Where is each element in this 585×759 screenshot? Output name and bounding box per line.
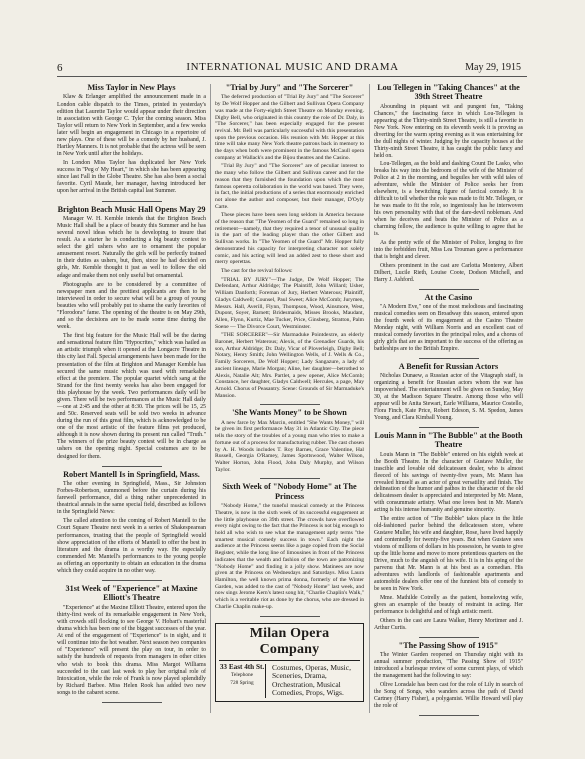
article bbox=[374, 641, 523, 716]
ad-address-block bbox=[219, 664, 266, 699]
article-paragraph: Others prominent in the cast are Carlotta Monterey, Albert Dilbert, Lucile Rieth, Louise Coote, Dodson Mitchell, and Harry J. Ashford. bbox=[374, 262, 523, 283]
article-paragraph: The called attention to the coming of Robert Mantell to the Court Square Theatre next week in a series of Shakespearean performances, trusting that the people of Springfield would show appreciation of the efforts of Mantell to offer the best in literature and the drama in a worthy way. He especially commended Mr. Mantell's performances to the young people as offering an opportunity to obtain an education in the drama which they could acquire in no other way. bbox=[57, 518, 206, 574]
article-paragraph: "Experience" at the Maxine Elliott Theatre, entered upon the thirty-first week of its remarkable engagement in New York, with crowds still flocking to see George V. Hobart's masterful drama which has been one of the biggest successes of the year. At end of the engagement of "Experience" is in sight, and it will continue into the hot weather. Next season two companies of "Experience" will present the play on tour, in order to satisfy the hundreds of requests from managers in other cities who wish to book this drama. Miss Margot Williams succeeded to the cast last week to play her original role of Intoxication, while the role of Frank is now played splendidly by Richard Barbee. Miss Helen Rook has added two new songs to the cabaret scene. bbox=[57, 604, 206, 696]
article bbox=[57, 83, 206, 202]
article bbox=[57, 584, 206, 703]
article-separator bbox=[419, 715, 479, 716]
ad-phone: 728 Spring bbox=[230, 679, 254, 686]
article-headline: A Benefit for Russian Actors bbox=[398, 361, 499, 371]
column-divider bbox=[210, 84, 211, 713]
article-headline: Robert Mantell Is in Springfield, Mass. bbox=[63, 469, 200, 479]
article-headline: At the Casino bbox=[424, 292, 473, 302]
article-paragraph: A new farce by Max Marcin, entitled "She Wants Money," will be given its first performance May 31 in Atlantic City. The piece tells the story of the troubles of a young man who tries to make a fortune out of a process for manufacturing rubber. The cast chosen by A. H. Woods includes T. Roy Barnes, Grace Valentine, Hal Russell, Georgia O'Ramey, James Spottswood, Walter Wilson, Walter Horton, John Flood, John Daly Murphy, and Wilson Taylor. bbox=[215, 419, 364, 473]
article bbox=[374, 293, 523, 359]
article-paragraph: Mme. Mathilde Cotrelly as the patient, homeloving wife, gives an example of the beauty of restraint in acting. Her performance is delightful and of high artistic merit. bbox=[374, 594, 523, 615]
masthead-title: INTERNATIONAL MUSIC AND DRAMA bbox=[186, 61, 399, 73]
article-separator bbox=[260, 616, 320, 617]
article-separator bbox=[260, 404, 320, 405]
article bbox=[215, 83, 364, 405]
page-number: 6 bbox=[57, 62, 63, 74]
article-headline: 31st Week of "Experience" at Maxine Elliott's Theatre bbox=[65, 584, 198, 603]
article-paragraph: The entire action of "The Bubble" takes place in the little old-fashioned parlor behind the delicatessen store, where Gustave Muller, his wife and daughter, Rose, have lived happily and contentedly for twenty-five years. But when Gustave sees visions of millions of dollars in his possession, he wants to give up the little home and move to more pretentious quarters on the Drive, much to the anguish of his wife. It is in his aping of the parvenu that Mr. Mann is at his best as a comedian. His adventures with landlords of fashionable apartments and automobile dealers offer one of the funniest bits of comedy to be seen in New York. bbox=[374, 516, 523, 592]
ad-body bbox=[219, 660, 360, 699]
article-paragraph: In London Miss Taylor has duplicated her New York success in "Peg o' My Heart," in which she has been appearing since last Fall in the Globe Theatre. She has also been a social favorite. Cyril Maude, her manager, having introduced her upon her arrival in the British capital last Summer. bbox=[57, 160, 206, 195]
article bbox=[57, 205, 206, 467]
article-paragraph: Klaw & Erlanger amplified the announcement made in a London cable dispatch to the Times, printed in yesterday's edition that Laurette Taylor would appear under their direction in association with George C. Tyler the coming season. Miss Taylor will return to New York in September, and a few weeks later will begin an engagement in Chicago in a repertoire of new plays. One of these will be a comedy by her husband, J. Hartley Manners. It is not probable that the actress will be seen in New York until after the holidays. bbox=[57, 94, 206, 158]
article-paragraph: "Nobody Home," the tuneful musical comedy at the Princess Theatre, is now in the sixth week of its successful engagement at the little playhouse on 39th street. The crowds have overflowed every night owing to the fact that the Princess is not big enough to hold all who wish to see what the management aptly terms "the smartest musical comedy success in town." Each night the audience at the Princess seems like a page copied from the Social Register, while the long line of limousines in front of the Princess indicates that the wealth and fashion of the town are patronizing "Nobody Home" and finding it a jolly show. Matinees are now given at the Princess on Wednesdays and Saturdays. Miss Laura Hamilton, the well known prima donna, formerly of the Winter Garden, was added to the cast of "Nobody Home" last week, and now sings Jerome Kern's latest song hit, "Charlie Chaplin's Walk," which is a veritable riot as done by the chorus, who are dressed in Charlie Chaplin make-up. bbox=[215, 503, 364, 610]
article-paragraph: "TRIAL BY JURY"—The Judge, De Wolf Hopper; The Defendant, Arthur Aldridge; The Plaintiff, John Willard; Usher, William Danforth; Foreman of Jury, Herbert Waterous; Plaintiff, Gladys Caldwell; Counsel, Paul Sweet; Alice McComb; Jurymen, Messrs. Hall, Averill, Flynn, Thompson, Wood, Ainsmore, West, Dupont, Soyer, Barnett; Bridesmaids, Misses Brooks, Maudant, Allen, Flynn, Kurtiz, Mae Tucker, Price, Ginsberg, Stratton, Palm Soene — The Divorce Court, Westminster. bbox=[215, 276, 364, 330]
ad-title: Milan Opera Company bbox=[249, 625, 330, 657]
article-paragraph: Photographs are to be considered by a committee of newspaper men and the prettiest applicants are then to be interviewed in order to secure what will be a group of young beauties who will probably put to shame the early favorites of "Florodora" fame. The opening of the theatre is on May 29th, and so the decisions are to be made some time during the week. bbox=[57, 281, 206, 331]
article-paragraph: Nicholas Dunaew, a Russian actor of the Vitagraph staff, is organizing a benefit for Russian actors whom the war has impoverished. The entertainment will be given on Sunday, May 30, at the Madison Square Theatre. Among those who will appear will be Anita Stewart, Earle Williams, Maurice Costello, Flora Finch, Kate Price, Robert Edeson, S. M. Spedon, James Young, and Clara Kimball Young. bbox=[374, 373, 523, 421]
ad-phone-label: Telephone bbox=[231, 672, 253, 679]
article-headline: Lou Tellegen in "Taking Chances" at the 39th Street Theatre bbox=[377, 83, 520, 102]
article-headline: Miss Taylor in New Plays bbox=[87, 83, 176, 92]
article-paragraph: Others in the cast are Laura Walker, Henry Mortimer and J. Arthur Curtis. bbox=[374, 617, 523, 631]
article-paragraph: The other evening in Springfield, Mass., Sir Johnston Forbes-Robertson, summoned before the curtain during his farewell performance, did a thing rather unprecedented in theatrical annals in the same special field, described as follows in the Springfield News: bbox=[57, 481, 206, 516]
article bbox=[57, 470, 206, 581]
article-paragraph: The first big feature for the Music Hall will be the daring and sensational feature film "Hypocrites," which was hailed as an artistic triumph when it opened at the Longacre Theatre in this city last Fall. Special arrangements have been made for the presentation of the film at Brighton and Manager Kemble has secured the same music which was used with remarkable effect at the premiere. The popular quartet which sang at the Strand for the first twenty weeks has also been engaged for this playhouse by the week. Two performances daily will be given. There will be two performances at the Music Hall daily—one at 2:45 and the other at 8:30. The prices will be 15, 25 and 50c. Reserved seats will be sold two weeks in advance during the run of this great film, which is acknowledged to be one of the most artistic of the feature films yet produced, although it is now shown during its present run called "Truth." The winners of the prize beauty contest will be in charge as ushers on the opening night. Special costumes are to be designed for them. bbox=[57, 333, 207, 460]
column-3 bbox=[374, 80, 523, 716]
article-separator bbox=[260, 478, 320, 479]
article bbox=[374, 83, 523, 290]
article-paragraph: "Trial By Jury" and "The Sorcerer" are of peculiar interest to the many who follow the Gilbert and Sullivan career and for the reason that they furnished the foundation upon which the most famous operetta collaboration in the world was based. They were, in fact, the initial productions of a series that enormously enriched not alone the author and composer, but their manager, D'Oyly Carte. bbox=[215, 163, 364, 210]
column-divider bbox=[369, 84, 370, 713]
article-paragraph: The cast for the revival follows: bbox=[221, 268, 293, 274]
article-separator bbox=[419, 427, 479, 428]
article-paragraph: Lou-Tellegen, as the bold and dashing Count De Lasko, who breaks his way into the bedroom of the wife of the Minister of Police at 2 in the morning, and beguiles her with wild tales of adventure, while the Minister of Police seeks her from elsewhere, is a bewitching figure of farcical comedy. It is difficult to tell whether the role was made to fit Mr. Tellegen, or he was made to fit the role, so ingeniously has he interwoven his own personality with that of the dare-devil nobleman. And when he deceives and beats the Minister of Police as a charming fellow, the audience is quite willing to agree that he is. bbox=[374, 161, 523, 237]
article-headline: 'She Wants Money" to be Shown bbox=[232, 408, 347, 418]
article-separator bbox=[419, 289, 479, 290]
article-paragraph: Olive Lonsdale has been cast for the role of Lily in search of the Song of Songs, who wanders across the path of David Cartney (Harry Fisher), a polygamist. Willie Howard will play the role of bbox=[374, 681, 523, 709]
article bbox=[374, 362, 523, 428]
article-paragraph: The Winter Garden reopened on Thursday night with its annual summer production, "The Passing Show of 1915" introduced a burlesque review of some current plays, of which the management had the following to say: bbox=[374, 651, 523, 679]
article-headline: Louis Mann in "The Bubble" at the Booth Theatre bbox=[374, 430, 523, 450]
article-paragraph: Manager W. H. Kemble intends that the Brighton Beach Music Hall shall be a place of beauty this Summer and he has several novel ideas which he is developing to insure that result. As a starter he is conducting a big beauty contest to select the girl ushers who are to ornament the popular amusement resort. Naturally the girls will be perfectly trained in their duties as ushers, but, then, since he had decided on girls, Mr. Kemble thought it just as well to follow the old adage and make them not only useful but ornamental. bbox=[57, 215, 206, 279]
article-headline: "Trial by Jury" and "The Sorcerer" bbox=[225, 83, 354, 92]
column-2 bbox=[215, 80, 364, 702]
ad-street: 33 East 4th St. bbox=[219, 662, 265, 671]
article-separator bbox=[419, 358, 479, 359]
article bbox=[215, 482, 364, 616]
article-separator bbox=[102, 201, 162, 202]
issue-date: May 29, 1915 bbox=[465, 62, 521, 73]
article-separator bbox=[419, 637, 479, 638]
article-headline: Sixth Week of "Nobody Home" at The Princess bbox=[222, 482, 357, 501]
header-rule bbox=[57, 76, 527, 77]
article bbox=[374, 431, 523, 638]
article-separator bbox=[102, 466, 162, 467]
article-headline: "The Passing Show of 1915" bbox=[398, 640, 499, 650]
advertisement-box bbox=[215, 623, 364, 703]
article-paragraph: As the pretty wife of the Minister of Police, longing to fire into the forbidden fruit, Miss Lea Trouman gave a performance that is bright and clever. bbox=[374, 239, 523, 260]
ad-services: Costumes, Operas, Music, Sceneries, Drama, Orchestration, Musical Comedies, Props, Wigs. bbox=[272, 662, 351, 698]
article-separator bbox=[102, 580, 162, 581]
article-paragraph: Louis Mann in "The Bubble" entered on his eighth week at the Booth Theatre. In the character of Gustave Muller, the irascible and lovable old delicatessen dealer, who is almost fleeced of his savings of twenty-five years, Mr. Mann has revealed himself as an actor of great versatility and finish. The delineation of the humor and pathos in the character of the old delicatessen dealer is appreciated and interpreted by Mr. Mann, with consummate artistry. What one loves best in Mr. Mann's acting is his intense humanity and genuine sincerity. bbox=[374, 451, 523, 514]
article-paragraph: These pieces have been seen long seldom in America because of the reason that "The Yeomen of the Guard" remained so long in retirement—namely, that they required a tenor of unusual quality in the part of the leading player than the other Gilbert and Sullivan works. In "The Yeomen of the Guard" Mr. Hopper fully demonstrated his capacity for interpreting character not solely comic, and his acting will lend an added zest to these short and merry operettas. bbox=[215, 212, 364, 266]
article-paragraph: Abounding in piquant wit and pungent fun, "Taking Chances," the fascinating farce in which Lou-Tellegen is appearing at the Thirty-ninth Street Theatre, is still a favorite in New York. Now entering on its eleventh week it is proving as diverting for the warm spring evening as it was entertaining for the dull nights of winter. Judging by the capacity houses at the Thirty-ninth Street Theatre, it has caught the public fancy and held on. bbox=[374, 103, 523, 159]
article-paragraph: The deferred production of "Trial By Jury" and "The Sorcerer" by De Wolf Hopper and the Gilbert and Sullivan Opera Company was made at the Forty-eighth Street Theatre on Monday evening. Digby Bell, who originated in this country the role of Dr. Daly, in "The Sorcerer," has been especially engaged for the present revival. Mr. Bell was particularly successful with this presentation upon the previous occasion. His reunion with Mr. Hopper at this time will take many New York theatre patrons back in memory to the days when both were prominent in the famous McCaull opera company at Wallack's and the Bijou theatres and the Casino. bbox=[215, 94, 364, 161]
article-paragraph: "THE SORCERER"—Sir Marmaduke Pointdextre, an elderly Baronet, Herbert Waterous; Alexis, of the Grenadier Guards, his son, Arthur Aldridge; Dr. Daly, Vicar of Ploverleigh, Digby Bell; Notary, Henry Smith; John Wellington Wells, of J. Wells & Co., Family Sorcerers, De Wolf Hopper; Lady Sangazure, a lady of ancient lineage, Marie Morgan; Aline, her daughter—betrothed to Alexis, Natalie Alt; Mrs. Partlet, a pew opener, Alice McComb; Constance, her daughter, Gladys Caldwell; Hercules, a page, May Arnold. Chorus of Peasantry. Scene: Grounds of Sir Marmaduke's Mansion. bbox=[215, 332, 364, 399]
article-headline: Brighton Beach Music Hall Opens May 29 bbox=[57, 204, 206, 214]
column-1 bbox=[57, 80, 206, 703]
article bbox=[215, 408, 364, 479]
article-separator bbox=[102, 702, 162, 703]
article-paragraph: "A Modern Eve," one of the most melodious and fascinating musical comedies seen on Broadway this season, entered upon the fourth week of its engagement at the Casino Theatre Monday night, with William Norris and an excellent cast of musical comedy favorites in the principal roles, and a chorus of girly girls that are as important to the success of the offering as battleships are to the British Empire. bbox=[374, 304, 523, 352]
